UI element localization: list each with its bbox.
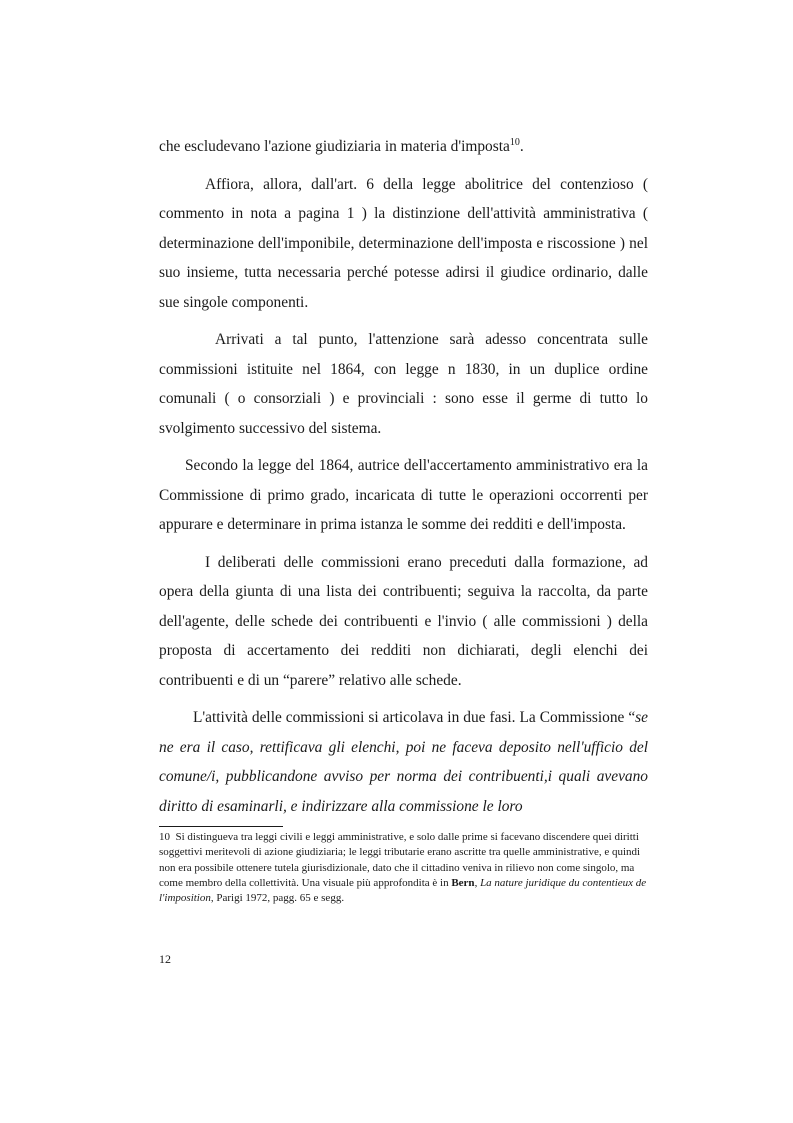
footnote-separator [159,826,283,827]
paragraph-6 [159,703,648,821]
page-number: 12 [159,952,171,966]
body-text [159,132,648,829]
paragraph-6-lead: L'attività delle commissioni si articolava in due fasi. La Commissione “ [193,709,636,726]
paragraph-1 [159,132,648,162]
footnote-number: 10 [159,831,170,843]
footnote-text: Si distingueva tra leggi civili e leggi amministrative, e solo dalle prime si facevano discendere quei diritti soggettivi meritevoli di azione giudiziaria; le leggi tributarie erano ascritte tra quelle amministrative, e quindi non era possibile ottenere tutela giurisdizionale, dato che il cittadino veniva in rilievo non come singolo, ma come membro della collettività. Una visuale più approfondita è in [159,831,641,889]
footnote-tail: , Parigi 1972, pagg. 65 e segg. [210,892,345,905]
paragraph-6-quote: se ne era il caso, rettificava gli elenchi, poi ne faceva deposito nell'ufficio del comune/i, pubblicandone avviso per norma dei contribuenti,i quali avevano diritto di esaminarli, e indirizzare alla commissione le loro [159,709,648,815]
footnote-title: La nature juridique du contentieux de l'imposition [159,876,647,905]
paragraph-5: I deliberati delle commissioni erano preceduti dalla formazione, ad opera della giunta di una lista dei contribuenti; seguiva la raccolta, da parte dell'agente, delle schede dei contribuenti e l'invio ( alle commissioni ) della proposta di accertamento dei redditi non dichiarati, degli elenchi dei contribuenti e di un “parere” relativo alle schede. [159,553,648,689]
paragraph-4: Secondo la legge del 1864, autrice dell'accertamento amministrativo era la Commissione di primo grado, incaricata di tutte le operazioni occorrenti per appurare e determinare in prima istanza le somme dei redditi e dell'imposta. [159,457,648,533]
footnote: 10 Si distingueva tra leggi civili e leggi amministrative, e solo dalle prime si facevano discendere quei diritti soggettivi meritevoli di azione giudiziaria; le leggi tributarie erano ascritte tra quelle amministrative, e quindi non era possibile ottenere tutela giurisdizionale, dato che il cittadino veniva in rilievo non come singolo, ma come membro della collettività. Una visuale più approfondita è in Bern, La nature juridique du contentieux de l'imposition, Parigi 1972, pagg. 65 e segg. [159,831,647,905]
footnote-reference: 10 [509,136,520,148]
paragraph-3: Arrivati a tal punto, l'attenzione sarà adesso concentrata sulle commissioni istituite nel 1864, con legge n 1830, in un duplice ordine comunali ( o consorziali ) e provinciali : sono esse il germe di tutto lo svolgimento successivo del sistema. [159,331,648,437]
paragraph-1-end: . [519,138,524,155]
paragraph-2: Affiora, allora, dall'art. 6 della legge abolitrice del contenzioso ( commento in nota a pagina 1 ) la distinzione dell'attività amministrativa ( determinazione dell'imponibile, determinazione dell'imposta e riscossione ) nel suo insieme, tutta necessaria perché potesse adirsi il giudice ordinario, dalle sue singole componenti. [159,175,648,311]
footnote-author: Bern [451,876,475,889]
paragraph-1-text: che escludevano l'azione giudiziaria in materia d'imposta [159,138,510,155]
